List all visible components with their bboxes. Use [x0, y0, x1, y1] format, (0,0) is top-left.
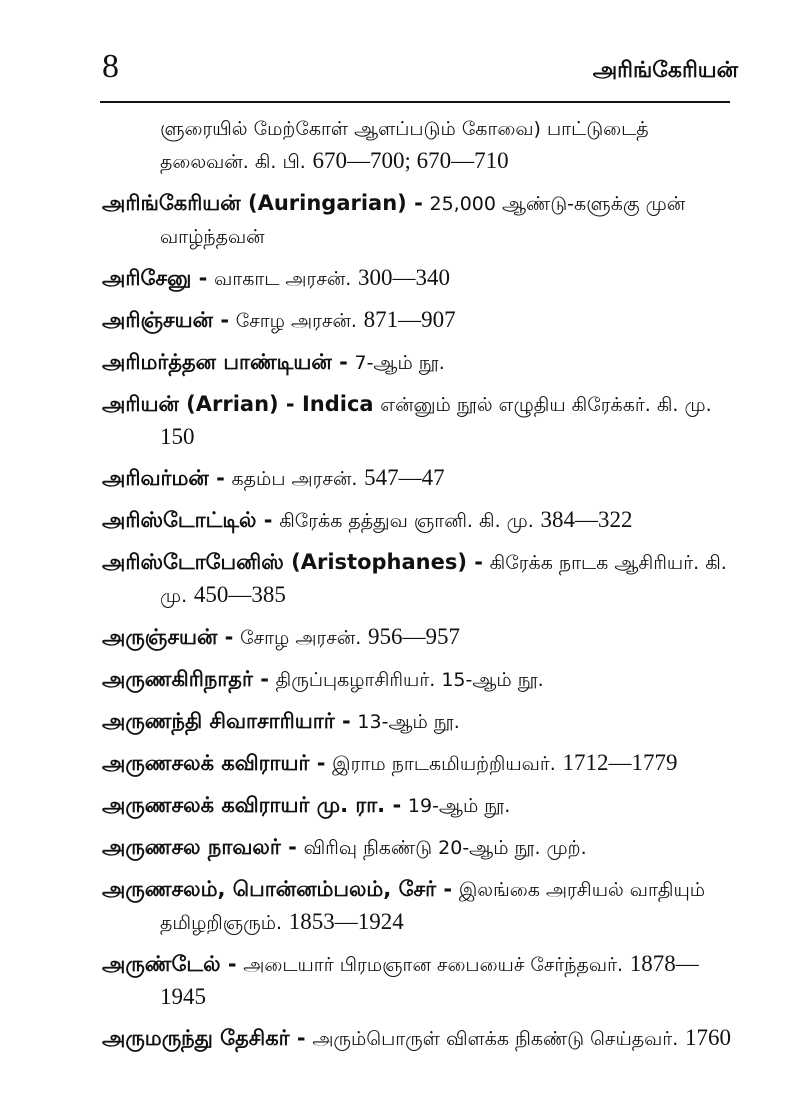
entry-description: இலங்கை அரசியல் வாதியும் தமிழறிஞரும். — [160, 879, 706, 934]
entry-headword: அரிஸ்டோபேனிஸ் (Aristophanes) - — [102, 550, 483, 574]
entry-description: 13-ஆம் நூ. — [357, 711, 460, 733]
entry-dates: 300—340 — [358, 265, 451, 290]
entry-arumarunthu-desikar — [102, 1022, 732, 1055]
entry-arundale — [102, 948, 732, 1013]
entry-headword: அருணசலம், பொன்னம்பலம், சேர் - — [102, 877, 453, 901]
entry-dates: 670—700; 670—710 — [312, 148, 509, 173]
page-number: 8 — [102, 48, 119, 85]
entry-description: இராம நாடகமியற்றியவர். — [332, 753, 556, 775]
entry-headword: அருணசலக் கவிராயர் மு. ரா. - — [102, 793, 402, 817]
entry-dates: 1712—1779 — [562, 750, 678, 775]
entry-headword: அருஞ்சயன் - — [102, 625, 234, 649]
entry-arunachala-navalar — [102, 831, 732, 864]
entry-dates: 547—47 — [364, 465, 445, 490]
dictionary-entries — [102, 112, 732, 1064]
entry-description: ளுரையில் மேற்கோள் ஆளப்படும் கோவை) பாட்டுடைத் தலைவன். கி. பி. — [160, 118, 649, 173]
entry-arimarthana — [102, 346, 732, 379]
entry-dates: 150 — [160, 424, 195, 449]
entry-headword: அருமருந்து தேசிகர் - — [102, 1026, 306, 1050]
entry-description: கதம்ப அரசன். — [231, 468, 358, 490]
entry-dates: 1760 — [684, 1025, 731, 1050]
entry-description: சோழ அரசன். — [235, 310, 357, 332]
entry-arunachala-kavirayar — [102, 747, 732, 780]
entry-description: 19-ஆம் நூ. — [407, 795, 511, 817]
entry-arisenu — [102, 262, 732, 295]
entry-arinjayan — [102, 304, 732, 337]
entry-headword: அருணந்தி சிவாசாரியார் - — [102, 709, 351, 733]
entry-description: அடையார் பிரமஞான சபையைச் சேர்ந்தவர். — [243, 954, 624, 976]
entry-arunjayan — [102, 621, 732, 654]
entry-dates: 956—957 — [367, 624, 460, 649]
entry-arivarman — [102, 462, 732, 495]
entry-arunachalam-ponnambalam — [102, 873, 732, 939]
entry-arrian — [102, 388, 732, 453]
entry-description: அரும்பொருள் விளக்க நிகண்டு செய்தவர். — [312, 1028, 679, 1050]
entry-dates: 1853—1924 — [288, 909, 404, 934]
entry-headword: அருணகிரிநாதர் - — [102, 667, 269, 691]
entry-description: விரிவு நிகண்டு 20-ஆம் நூ. முற். — [303, 837, 587, 859]
running-head: அரிங்கேரியன் — [592, 58, 738, 83]
entry-headword: அருணசல நாவலர் - — [102, 835, 297, 859]
entry-headword: அரிங்கேரியன் (Auringarian) - — [102, 191, 423, 215]
entry-arunagirinathar — [102, 663, 732, 696]
entry-headword: அரிமர்த்தன பாண்டியன் - — [102, 350, 348, 374]
entry-dates: 871—907 — [363, 307, 456, 332]
entry-description: என்னும் நூல் எழுதிய கிரேக்கர். கி. மு. — [380, 394, 712, 416]
entry-arunandhi — [102, 705, 732, 738]
entry-headword: அரிஸ்டோட்டில் - — [102, 508, 273, 532]
entry-description: கிரேக்க நாடக ஆசிரியர். கி. மு. — [160, 552, 727, 607]
entry-headword: அருண்டேல் - — [102, 952, 237, 976]
entry-dates: 384—322 — [540, 507, 633, 532]
header-rule — [100, 101, 730, 103]
entry-description: 7-ஆம் நூ. — [354, 352, 445, 374]
entry-auringarian — [102, 187, 732, 253]
entry-headword: அரியன் (Arrian) - Indica — [102, 392, 374, 416]
entry-headword: அரிசேனு - — [102, 266, 208, 290]
entry-aristophanes — [102, 546, 732, 612]
entry-aristotle — [102, 504, 732, 537]
entry-headword: அரிஞ்சயன் - — [102, 308, 230, 332]
entry-description: கிரேக்க தத்துவ ஞானி. கி. மு. — [279, 510, 534, 532]
entry-arunachala-kavirayar-mura — [102, 789, 732, 822]
entry-dates: 1878—1945 — [160, 951, 699, 1009]
entry-description: சோழ அரசன். — [240, 627, 362, 649]
entry-headword: அருணசலக் கவிராயர் - — [102, 751, 326, 775]
entry-headword: அரிவர்மன் - — [102, 466, 225, 490]
entry-continued — [102, 112, 732, 178]
entry-dates: 450—385 — [193, 582, 286, 607]
entry-description: 25,000 ஆண்டு-களுக்கு முன் வாழ்ந்தவன் — [160, 193, 686, 248]
entry-description: வாகாட அரசன். — [214, 268, 352, 290]
entry-description: திருப்புகழாசிரியர். 15-ஆம் நூ. — [275, 669, 544, 691]
